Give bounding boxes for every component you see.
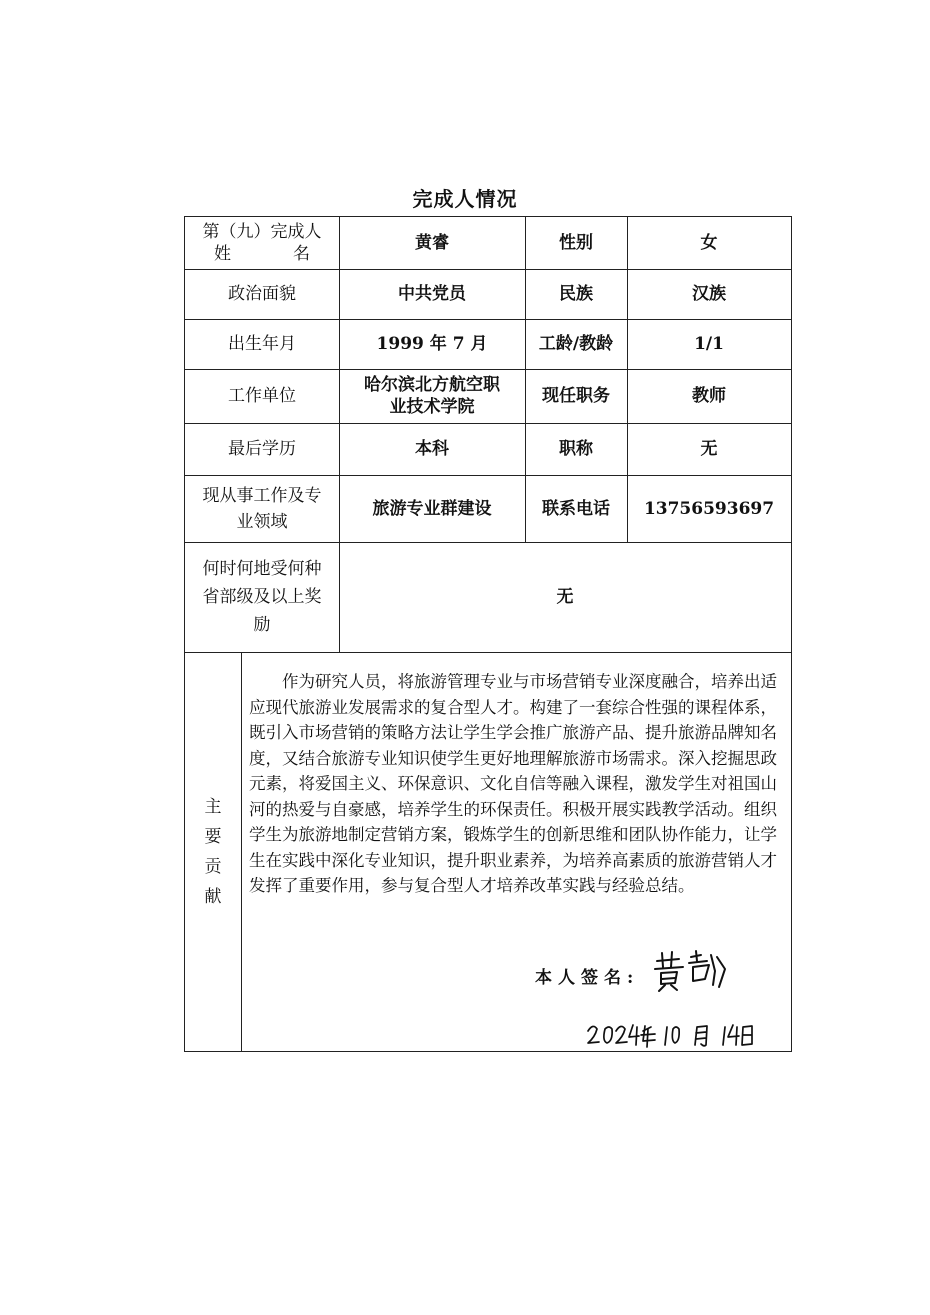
position-label: 现任职务 (542, 386, 610, 406)
awards-value: 无 (556, 587, 574, 607)
birth-label: 出生年月 (228, 334, 296, 354)
phone-value: 13756593697 (643, 498, 775, 519)
contribution-text: 作为研究人员，将旅游管理专业与市场营销专业深度融合，培养出适应现代旅游业发展需求的复合型人才。构建了一套综合性强的课程体系，既引入市场营销的策略方法让学生学会推广旅游产品、提升旅游品牌知名度，又结合旅游专业知识使学生更好地理解旅游市场需求。深入挖掘思政元素，将爱国主义、环保意识、文化自信等融入课程，激发学生对祖国山河的热爱与自豪感，培养学生的环保责任。积极开展实践教学活动。组织学生为旅游地制定营销方案，锻炼学生的创新思维和团队协作能力，让学生在实践中深化专业知识，提升职业素养，为培养高素质的旅游营销人才发挥了重要作用，参与复合型人才培养改革实践与经验总结。 (249, 672, 777, 895)
title-label: 职称 (559, 439, 593, 459)
handwritten-signature (653, 949, 733, 993)
name-value: 黄睿 (415, 233, 449, 253)
phone-label: 联系电话 (542, 498, 610, 519)
birth-value: 1999 年 7 月 (376, 334, 488, 354)
column-divider (241, 652, 242, 1051)
row-divider (185, 652, 791, 653)
politics-label: 政治面貌 (228, 284, 296, 304)
position-value: 教师 (692, 386, 726, 406)
contribution-label-char: 献 (204, 886, 222, 907)
name-label-char: 名 (293, 244, 310, 264)
name-label (185, 217, 339, 269)
politics-value: 中共党员 (398, 284, 466, 304)
signature-label: 本人签名: (535, 968, 640, 988)
handwritten-date (585, 1021, 755, 1051)
employer-value: 哈尔滨北方航空职业技术学院 (364, 375, 500, 417)
education-value: 本科 (415, 439, 449, 459)
name-label-line1: 第（九）完成人 (202, 222, 322, 242)
ethnicity-label: 民族 (559, 284, 593, 304)
form-title: 完成人情况 (412, 187, 518, 211)
field-label: 现从事工作及专业领域 (202, 485, 322, 532)
name-label-char: 姓 (214, 244, 231, 264)
education-label: 最后学历 (228, 439, 296, 459)
seniority-value: 1/1 (694, 334, 724, 354)
contribution-label-char: 贡 (204, 856, 222, 877)
field-value: 旅游专业群建设 (372, 498, 492, 519)
contribution-label (185, 652, 241, 1051)
gender-value: 女 (700, 233, 718, 253)
ethnicity-value: 汉族 (692, 284, 726, 304)
awards-label: 何时何地受何种省部级及以上奖励 (202, 559, 322, 635)
gender-label: 性别 (559, 233, 593, 253)
personnel-form (184, 216, 792, 1052)
contribution-label-char: 主 (204, 796, 222, 817)
employer-label: 工作单位 (228, 386, 296, 406)
name-label-line2 (214, 243, 310, 265)
title-value: 无 (700, 439, 718, 459)
seniority-label: 工龄/教龄 (538, 334, 614, 354)
contribution-label-char: 要 (204, 826, 222, 847)
